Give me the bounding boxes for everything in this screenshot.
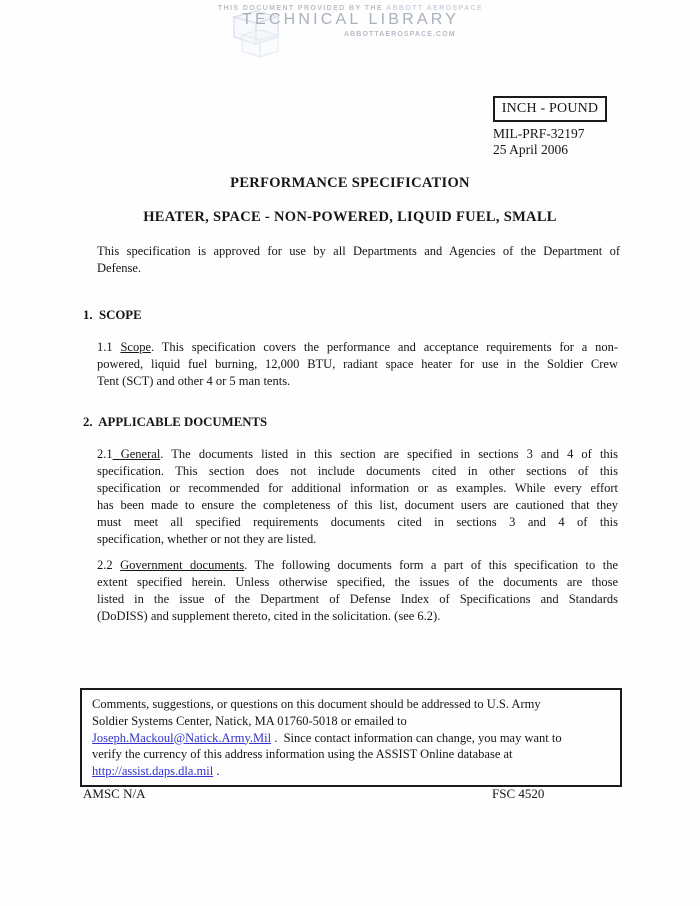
- watermark-library-title: TECHNICAL LIBRARY: [242, 11, 460, 28]
- watermark-website: ABBOTTAEROSPACE.COM: [344, 31, 456, 38]
- paragraph-1-1-scope: [97, 339, 618, 390]
- hyperlink[interactable]: Joseph.Mackoul@Natick.Army.Mil: [92, 730, 272, 745]
- text-line: extent specified herein. Unless otherwise specified, the issues of the documents are those: [97, 575, 618, 589]
- document-number: MIL-PRF-32197: [493, 126, 585, 141]
- units-designation-box: [493, 96, 607, 122]
- text-line: powered, liquid fuel burning, 12,000 BTU, radiant space heater for use in the Soldier Crew: [97, 357, 618, 371]
- text-line: verify the currency of this address information using the ASSIST Online database at: [92, 747, 513, 762]
- text-line: This specification is approved for use by all Departments and Agencies of the Department of: [97, 244, 620, 258]
- watermark-provided-prefix: THIS DOCUMENT PROVIDED BY THE: [218, 5, 387, 12]
- approval-statement: [97, 243, 620, 277]
- text-line: 2.2 Government documents. The following documents form a part of this specification to the: [97, 558, 618, 572]
- text-line: specification, whether or not they are listed.: [97, 532, 317, 546]
- amsc-code: AMSC N/A: [83, 786, 146, 801]
- watermark-brand: ABBOTT AEROSPACE: [386, 5, 484, 12]
- text-line: 2.1 General. The documents listed in this section are specified in sections 3 and 4 of this: [97, 447, 619, 461]
- section-heading-scope: 1. SCOPE: [83, 308, 142, 322]
- document-type-title: PERFORMANCE SPECIFICATION: [230, 175, 470, 191]
- document-subject-title: HEATER, SPACE - NON-POWERED, LIQUID FUEL, SMALL: [143, 209, 557, 225]
- document-date: 25 April 2006: [493, 142, 569, 157]
- text-line: Comments, suggestions, or questions on this document should be addressed to U.S. Army: [92, 697, 541, 711]
- hyperlink[interactable]: http://assist.daps.dla.mil: [92, 764, 214, 779]
- comments-box-text: [92, 696, 610, 780]
- text-line: Tent (SCT) and other 4 or 5 man tents.: [97, 374, 291, 388]
- comments-box: [80, 688, 622, 787]
- text-line: has been made to ensure the completeness of this list, document users are cautioned that they: [97, 498, 618, 512]
- text-line: (DoDISS) and supplement thereto, cited in the solicitation. (see 6.2).: [97, 609, 441, 623]
- fsc-code: FSC 4520: [492, 786, 545, 801]
- text-line: Joseph.Mackoul@Natick.Army.Mil . Since contact information can change, you may want to: [92, 730, 562, 745]
- paragraph-2-2-government-documents: [97, 557, 618, 625]
- paragraph-2-1-general: [97, 446, 618, 548]
- text-line: must meet all specified requirements documents cited in sections 3 and 4 of this: [97, 515, 618, 529]
- text-line: http://assist.daps.dla.mil .: [92, 764, 220, 779]
- text-line: Defense.: [97, 261, 142, 275]
- text-line: listed in the issue of the Department of Defense Index of Specifications and Standards: [97, 592, 618, 606]
- text-line: Soldier Systems Center, Natick, MA 01760-5018 or emailed to: [92, 713, 407, 728]
- section-heading-applicable-documents: 2. APPLICABLE DOCUMENTS: [83, 415, 268, 429]
- units-designation-label: INCH - POUND: [501, 101, 599, 116]
- text-line: specification or recommended for additional information or as examples. While every effort: [97, 481, 618, 495]
- text-line: 1.1 Scope. This specification covers the performance and acceptance requirements for a non-: [97, 340, 618, 354]
- text-line: specification. This section does not include documents cited in other sections of this: [97, 464, 618, 478]
